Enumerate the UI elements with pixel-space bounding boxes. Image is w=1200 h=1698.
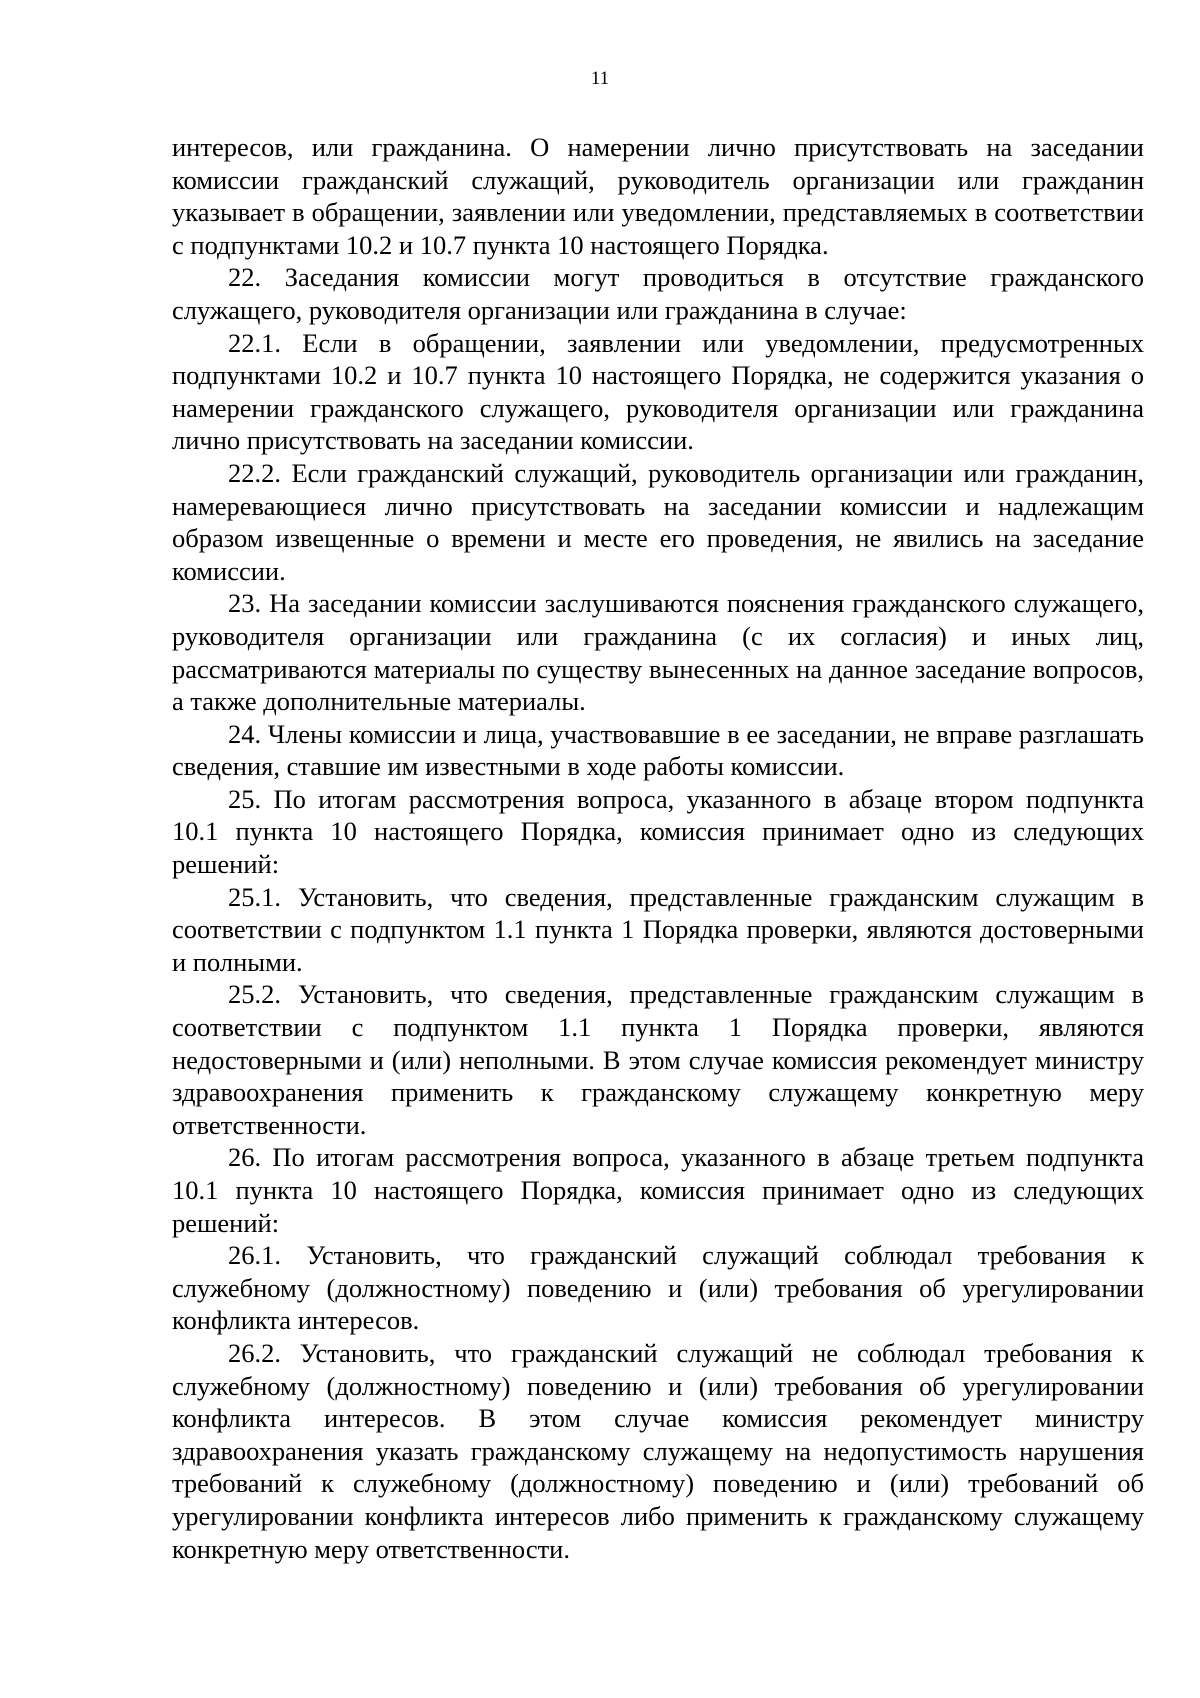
paragraph-26-1: 26.1. Установить, что гражданский служащий соблюдал требования к служебному (должностному) поведению и (или) требования об урегулировании конфликта интересов. <box>172 1240 1144 1336</box>
paragraph-23: 23. На заседании комиссии заслушиваются пояснения гражданского служащего, руководителя организации или гражданина (с их согласия) и иных лиц, рассматриваются материалы по существу вынесенных на данное заседание вопросов, а также дополнительные материалы. <box>172 588 1144 717</box>
paragraph-22-2: 22.2. Если гражданский служащий, руководитель организации или гражданин, намеревающиеся лично присутствовать на заседании комиссии и надлежащим образом извещенные о времени и месте его проведения, не явились на заседание комиссии. <box>172 457 1144 586</box>
paragraph-22: 22. Заседания комиссии могут проводиться в отсутствие гражданского служащего, руководителя организации или гражданина в случае: <box>172 262 1144 325</box>
paragraph-25-1: 25.1. Установить, что сведения, представленные гражданским служащим в соответствии с подпунктом 1.1 пункта 1 Порядка проверки, являются достоверными и полными. <box>172 881 1144 977</box>
document-body <box>172 131 1144 1565</box>
paragraph-25-2: 25.2. Установить, что сведения, представленные гражданским служащим в соответствии с подпунктом 1.1 пункта 1 Порядка проверки, являются недостоверными и (или) неполными. В этом случае комиссия рекомендует министру здравоохранения применить к гражданскому служащему конкретную меру ответственности. <box>172 979 1144 1140</box>
paragraph-26-2: 26.2. Установить, что гражданский служащий не соблюдал требования к служебному (должностному) поведению и (или) требования об урегулировании конфликта интересов. В этом случае комиссия рекомендует министру здравоохранения указать гражданскому служащему на недопустимость нарушения требований к служебному (должностному) поведению и (или) требований об урегулировании конфликта интересов либо применить к гражданскому служащему конкретную меру ответственности. <box>172 1337 1144 1564</box>
paragraph-continuation: интересов, или гражданина. О намерении лично присутствовать на заседании комиссии гражданский служащий, руководитель организации или гражданин указывает в обращении, заявлении или уведомлении, представляемых в соответствии с подпунктами 10.2 и 10.7 пункта 10 настоящего Порядка. <box>172 132 1144 260</box>
paragraph-25: 25. По итогам рассмотрения вопроса, указанного в абзаце втором подпункта 10.1 пункта 10 настоящего Порядка, комиссия принимает одно из следующих решений: <box>172 783 1144 880</box>
paragraph-26: 26. По итогам рассмотрения вопроса, указанного в абзаце третьем подпункта 10.1 пункта 10 настоящего Порядка, комиссия принимает одно из следующих решений: <box>172 1142 1144 1238</box>
page-number: 11 <box>590 68 610 89</box>
paragraph-24: 24. Члены комиссии и лица, участвовавшие в ее заседании, не вправе разглашать сведения, ставшие им известными в ходе работы комиссии. <box>172 718 1144 782</box>
paragraph-22-1: 22.1. Если в обращении, заявлении или уведомлении, предусмотренных подпунктами 10.2 и 10.7 пункта 10 настоящего Порядка, не содержится указания о намерении гражданского служащего, руководителя организации или гражданина лично присутствовать на заседании комиссии. <box>172 327 1144 456</box>
